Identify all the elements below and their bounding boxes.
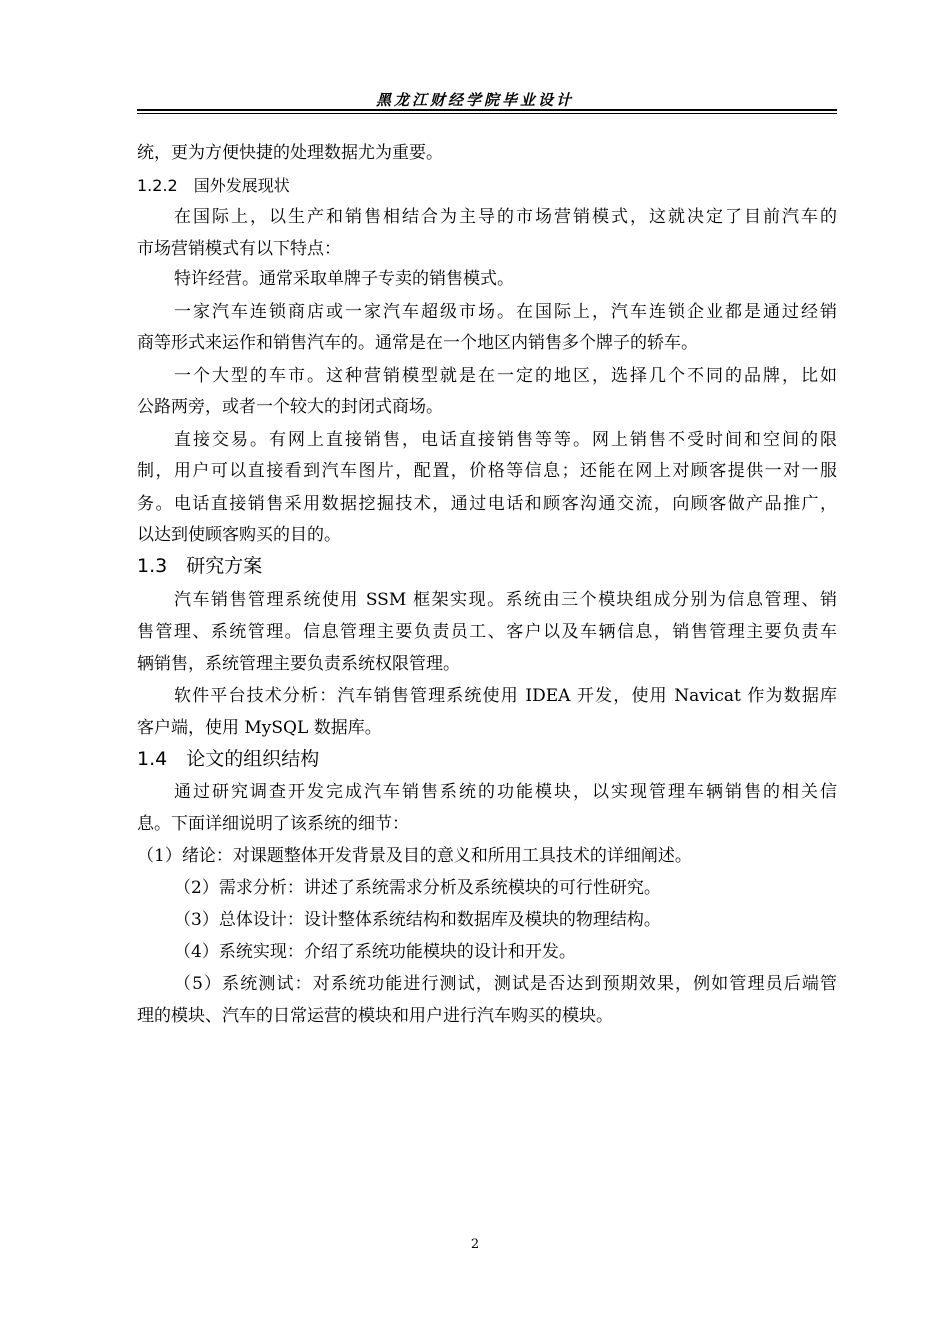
body-line: 息。下面详细说明了该系统的细节：: [137, 814, 409, 834]
body-line: 通过研究调查开发完成汽车销售系统的功能模块，以实现管理车辆销售的相关信: [174, 782, 837, 802]
body-line: 客户端，使用 MySQL 数据库。: [137, 718, 382, 738]
body-line: 软件平台技术分析：汽车销售管理系统使用 IDEA 开发，使用 Navicat 作为数据库: [174, 686, 837, 706]
document-header-title: 黑龙江财经学院毕业设计: [375, 91, 574, 109]
body-line: 一家汽车连锁商店或一家汽车超级市场。在国际上，汽车连锁企业都是通过经销: [174, 302, 837, 322]
section-heading-1-2-2: 1.2.2 国外发展现状: [137, 176, 290, 195]
section-heading-1-4: 1.4 论文的组织结构: [137, 748, 320, 770]
body-line: 统，更为方便快捷的处理数据尤为重要。: [137, 143, 443, 163]
list-item: （5）系统测试：对系统功能进行测试，测试是否达到预期效果，例如管理员后端管: [174, 974, 837, 994]
section-heading-1-3: 1.3 研究方案: [137, 555, 263, 577]
body-line: 公路两旁，或者一个较大的封闭式商场。: [137, 397, 443, 417]
body-line: 务。电话直接销售采用数据挖掘技术，通过电话和顾客沟通交流，向顾客做产品推广，: [137, 494, 837, 514]
body-line: 辆销售，系统管理主要负责系统权限管理。: [137, 654, 460, 674]
body-line: 理的模块、汽车的日常运营的模块和用户进行汽车购买的模块。: [137, 1006, 613, 1026]
list-item: （4）系统实现：介绍了系统功能模块的设计和开发。: [174, 942, 576, 962]
list-item: （3）总体设计：设计整体系统结构和数据库及模块的物理结构。: [174, 910, 661, 930]
list-item: （2）需求分析：讲述了系统需求分析及系统模块的可行性研究。: [174, 878, 661, 898]
header-rule-thin: [137, 113, 837, 114]
body-line: 以达到使顾客购买的目的。: [137, 525, 341, 545]
body-line: 售管理、系统管理。信息管理主要负责员工、客户以及车辆信息，销售管理主要负责车: [137, 622, 837, 642]
list-item: （1）绪论：对课题整体开发背景及目的意义和所用工具技术的详细阐述。: [137, 846, 692, 866]
body-line: 汽车销售管理系统使用 SSM 框架实现。系统由三个模块组成分别为信息管理、销: [174, 590, 837, 610]
body-line: 直接交易。有网上直接销售，电话直接销售等等。网上销售不受时间和空间的限: [174, 430, 837, 450]
body-line: 在国际上，以生产和销售相结合为主导的市场营销模式，这就决定了目前汽车的: [174, 207, 837, 227]
header-rule-thick: [137, 109, 837, 111]
body-line: 特许经营。通常采取单牌子专卖的销售模式。: [174, 269, 514, 289]
body-line: 市场营销模式有以下特点：: [137, 239, 341, 259]
body-line: 制，用户可以直接看到汽车图片，配置，价格等信息；还能在网上对顾客提供一对一服: [137, 461, 837, 481]
body-line: 商等形式来运作和销售汽车的。通常是在一个地区内销售多个牌子的轿车。: [137, 333, 698, 353]
body-line: 一个大型的车市。这种营销模型就是在一定的地区，选择几个不同的品牌，比如: [174, 366, 837, 386]
page-number: 2: [470, 1237, 480, 1252]
